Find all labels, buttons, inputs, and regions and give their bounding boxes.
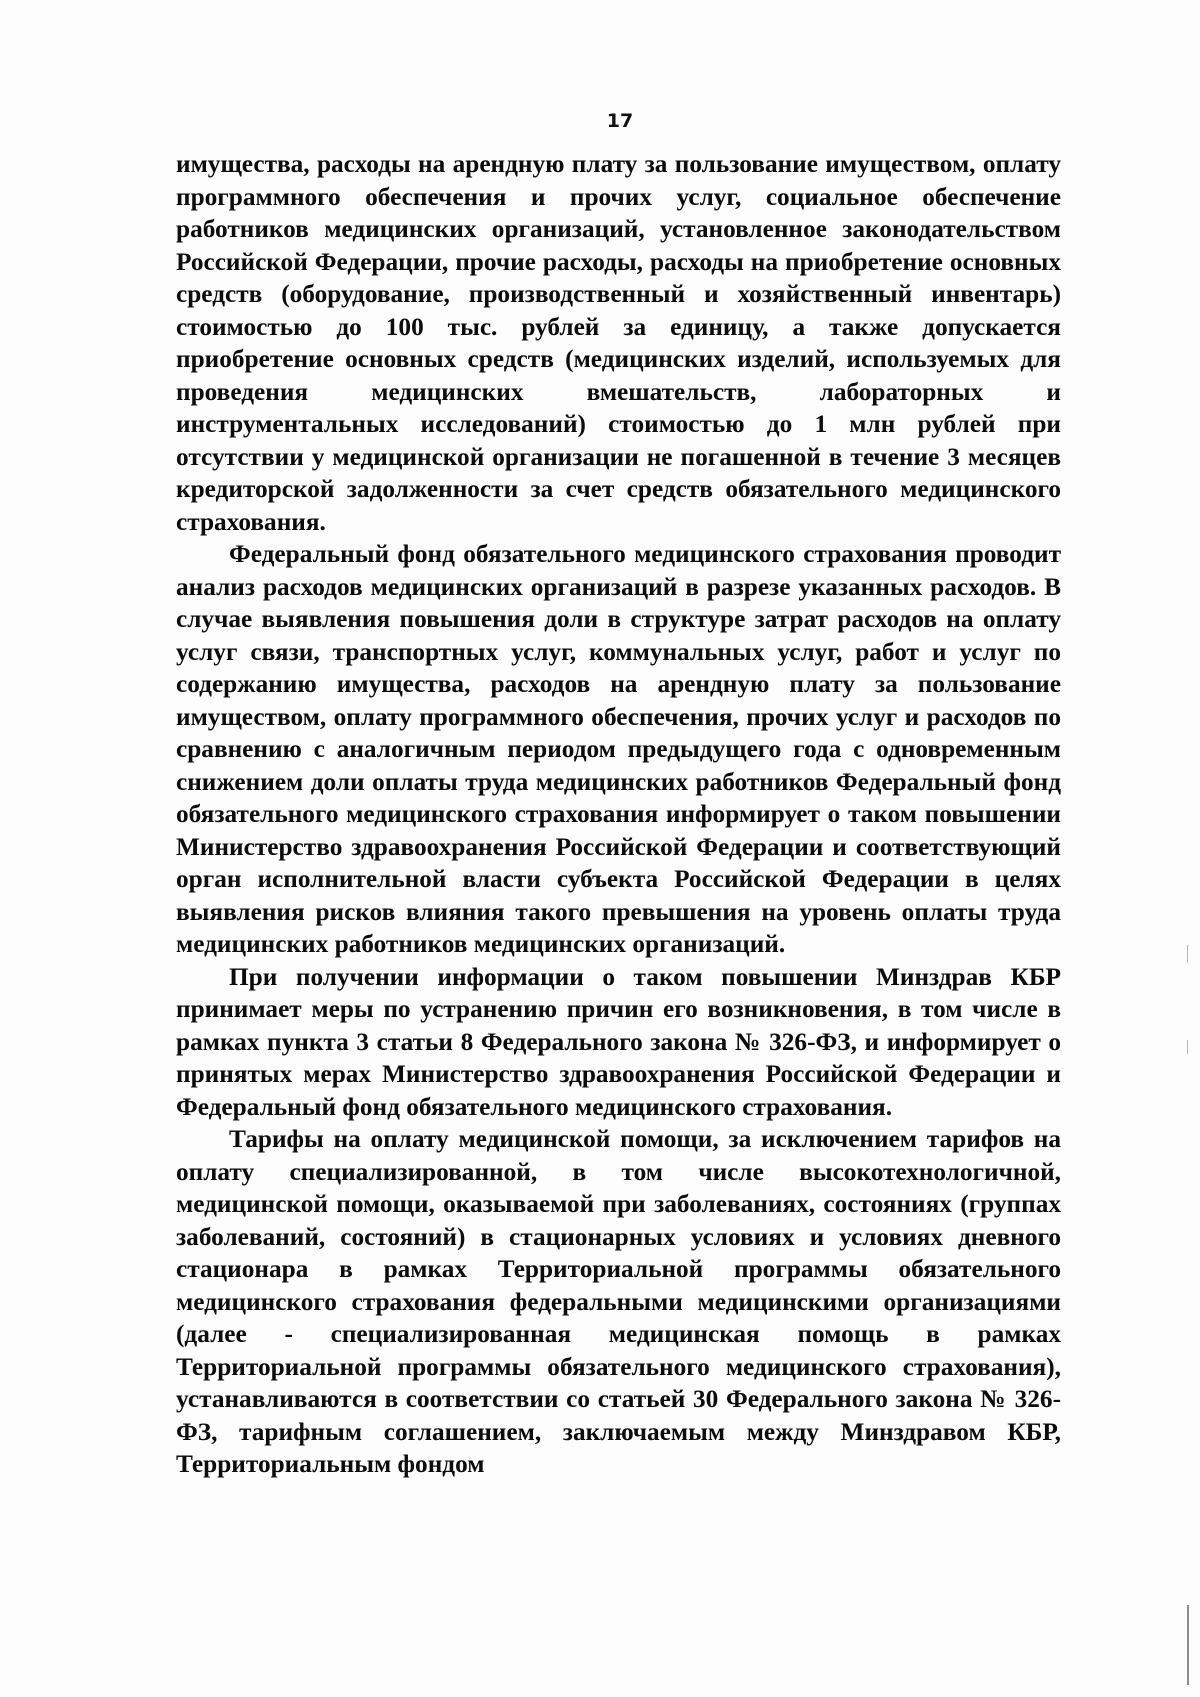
paragraph-3: При получении информации о таком повышении Минздрав КБР принимает меры по устранению причин его возникновения, в том числе в рамках пункта 3 статьи 8 Федерального закона № 326-ФЗ, и информирует о принятых мерах Министерство здравоохранения Российской Федерации и Федеральный фонд обязательного медицинского страхования. (176, 962, 1061, 1121)
scan-artifact (1187, 1605, 1189, 1685)
paragraph-2: Федеральный фонд обязательного медицинского страхования проводит анализ расходов медицинских организаций в разрезе указанных расходов. В случае выявления повышения доли в структуре затрат расходов на оплату услуг связи, транспортных услуг, коммунальных услуг, работ и услуг по содержанию имущества, расходов на арендную плату за пользование имуществом, оплату программного обеспечения, прочих услуг и расходов по сравнению с аналогичным периодом предыдущего года с одновременным снижением доли оплаты труда медицинских работников Федеральный фонд обязательного медицинского страхования информирует о таком повышении Министерство здравоохранения Российской Федерации и соответствующий орган исполнительной власти субъекта Российской Федерации в целях выявления рисков влияния такого превышения на уровень оплаты труда медицинских работников медицинских организаций. (176, 540, 1061, 958)
document-body (176, 148, 1061, 1481)
scan-artifact (1187, 1040, 1188, 1054)
page-number: 17 (606, 110, 634, 132)
scan-artifact (1187, 945, 1188, 963)
paragraph-1: имущества, расходы на арендную плату за пользование имуществом, оплату программного обеспечения и прочих услуг, социальное обеспечение работников медицинских организаций, установленное законодательством Российской Федерации, прочие расходы, расходы на приобретение основных средств (оборудование, производственный и хозяйственный инвентарь) стоимостью до 100 тыс. рублей за единицу, а также допускается приобретение основных средств (медицинских изделий, используемых для проведения медицинских вмешательств, лабораторных и инструментальных исследований) стоимостью до 1 млн рублей при отсутствии у медицинской организации не погашенной в течение 3 месяцев кредиторской задолженности за счет средств обязательного медицинского страхования. (176, 150, 1061, 536)
paragraph-4: Тарифы на оплату медицинской помощи, за исключением тарифов на оплату специализированной, в том числе высокотехнологичной, медицинской помощи, оказываемой при заболеваниях, состояниях (группах заболеваний, состояний) в стационарных условиях и условиях дневного стационара в рамках Территориальной программы обязательного медицинского страхования федеральными медицинскими организациями (далее - специализированная медицинская помощь в рамках Территориальной программы обязательного медицинского страхования), устанавливаются в соответствии со статьей 30 Федерального закона № 326-ФЗ, тарифным соглашением, заключаемым между Минздравом КБР, Территориальным фондом (176, 1125, 1061, 1478)
